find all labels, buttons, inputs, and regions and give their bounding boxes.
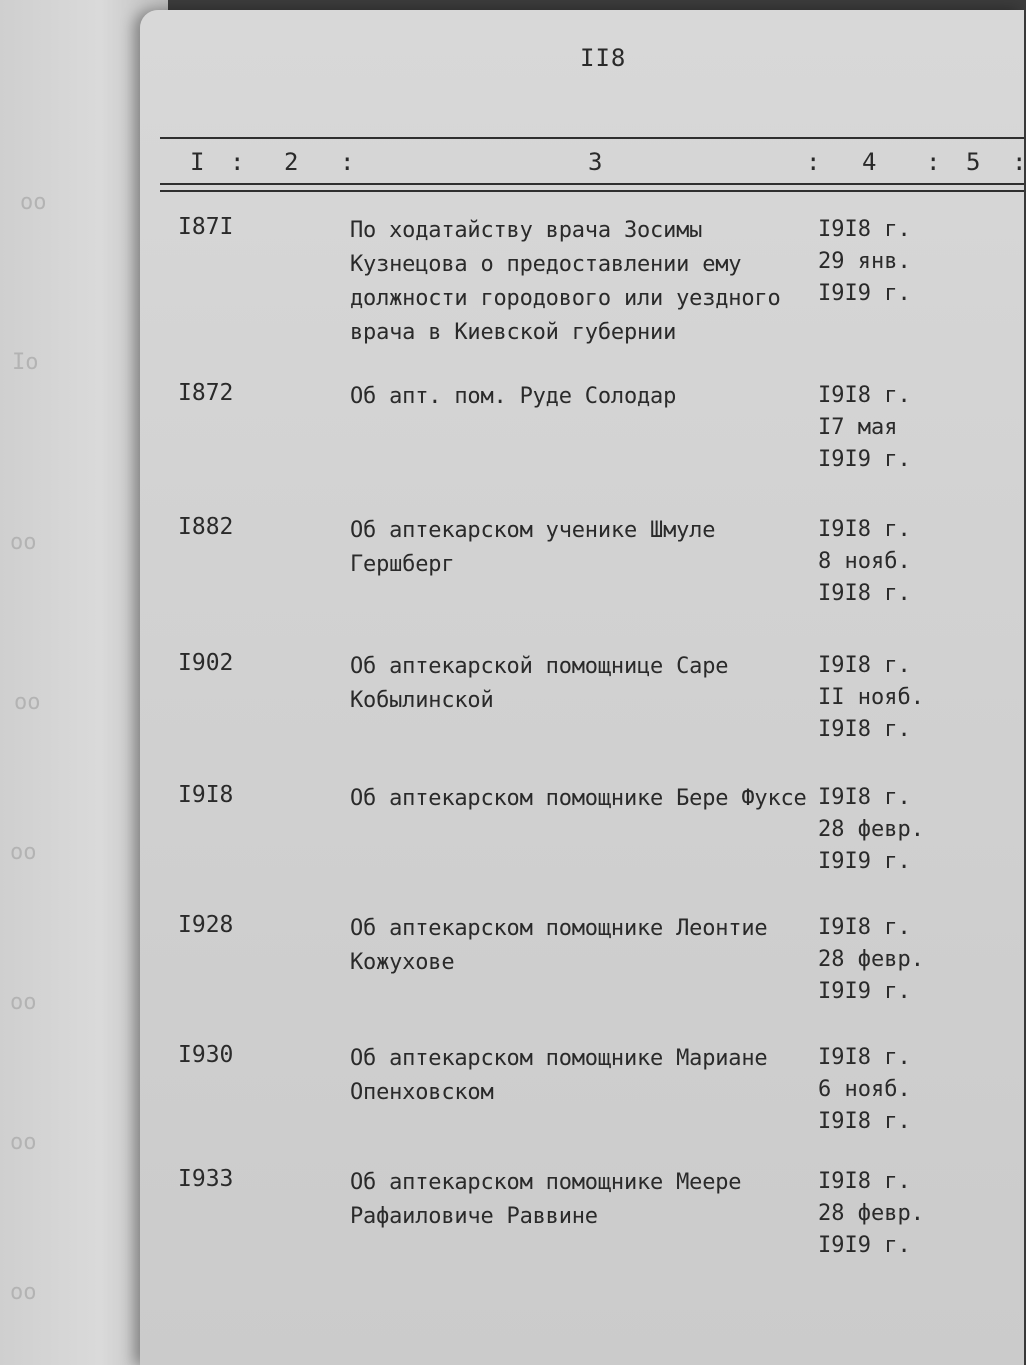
date-day: 6 нояб. [818,1077,911,1102]
header-rule-top [160,137,1024,139]
date-end: I9I8 г. [818,1109,911,1134]
file-number: I928 [178,912,234,938]
file-subject: Об аптекарском помощнике Меере Рафаиловиче Раввине [350,1170,742,1229]
file-subject: Об аптекарском помощнике Мариане Опенховском [350,1046,768,1105]
date-start: I9I8 г. [818,785,911,810]
file-dates [818,782,938,878]
header-sep: : [926,148,941,176]
header-col-3: 3 [588,148,603,176]
date-end: I9I9 г. [818,979,911,1004]
file-number: I9I8 [178,782,234,808]
page-number: II8 [580,44,627,72]
header-col-1: I [190,148,205,176]
header-sep: : [1012,148,1026,176]
file-dates [818,650,938,746]
header-col-5: 5 [966,148,981,176]
bleed-through-mark: оо [14,690,41,715]
header-sep: : [806,148,821,176]
header-sep: : [340,148,355,176]
header-rule-mid [160,183,1024,185]
file-dates [818,1166,938,1262]
date-start: I9I8 г. [818,1045,911,1070]
file-subject: Об аптекарском помощнике Леонтие Кожухове [350,916,768,975]
header-col-2: 2 [284,148,299,176]
date-start: I9I8 г. [818,517,911,542]
header-col-4: 4 [862,148,877,176]
file-number: I933 [178,1166,234,1192]
date-end: I9I9 г. [818,1233,911,1258]
date-day: 29 янв. [818,249,911,274]
file-dates [818,514,938,610]
date-start: I9I8 г. [818,1169,911,1194]
file-number: I902 [178,650,234,676]
bleed-through-mark: оо [10,840,37,865]
date-end: I9I9 г. [818,281,911,306]
date-start: I9I8 г. [818,383,911,408]
date-day: 8 нояб. [818,549,911,574]
date-day: 28 февр. [818,1201,924,1226]
date-day: 28 февр. [818,947,924,972]
file-subject: Об аптекарском ученике Шмуле Гершберг [350,518,716,577]
date-end: I9I9 г. [818,849,911,874]
file-number: I87I [178,214,234,240]
file-dates [818,214,938,310]
date-end: I9I8 г. [818,717,911,742]
date-end: I9I8 г. [818,581,911,606]
file-number: I930 [178,1042,234,1068]
bleed-through-mark: оо [10,530,37,555]
file-dates [818,380,938,476]
bleed-through-mark: оо [10,990,37,1015]
file-subject: Об аптекарском помощнике Бере Фуксе [350,786,807,811]
bleed-through-mark: оо [10,1280,37,1305]
header-rule-bottom [160,190,1024,192]
file-subject: Об аптекарской помощнице Саре Кобылинской [350,654,729,713]
bleed-through-mark: оо [10,1130,37,1155]
file-number: I872 [178,380,234,406]
header-sep: : [230,148,245,176]
date-end: I9I9 г. [818,447,911,472]
file-subject: По ходатайству врача Зосимы Кузнецова о предоставлении ему должности городового или уездного врача в Киевской губернии [350,218,781,345]
file-number: I882 [178,514,234,540]
bleed-through-mark: оо [20,190,47,215]
date-day: 28 февр. [818,817,924,842]
file-subject: Об апт. пом. Руде Солодар [350,384,677,409]
file-dates [818,912,938,1008]
file-dates [818,1042,938,1138]
date-start: I9I8 г. [818,217,911,242]
date-start: I9I8 г. [818,653,911,678]
bleed-through-mark: оI [12,350,39,375]
date-start: I9I8 г. [818,915,911,940]
date-day: I7 мая [818,415,898,440]
date-day: II нояб. [818,685,924,710]
